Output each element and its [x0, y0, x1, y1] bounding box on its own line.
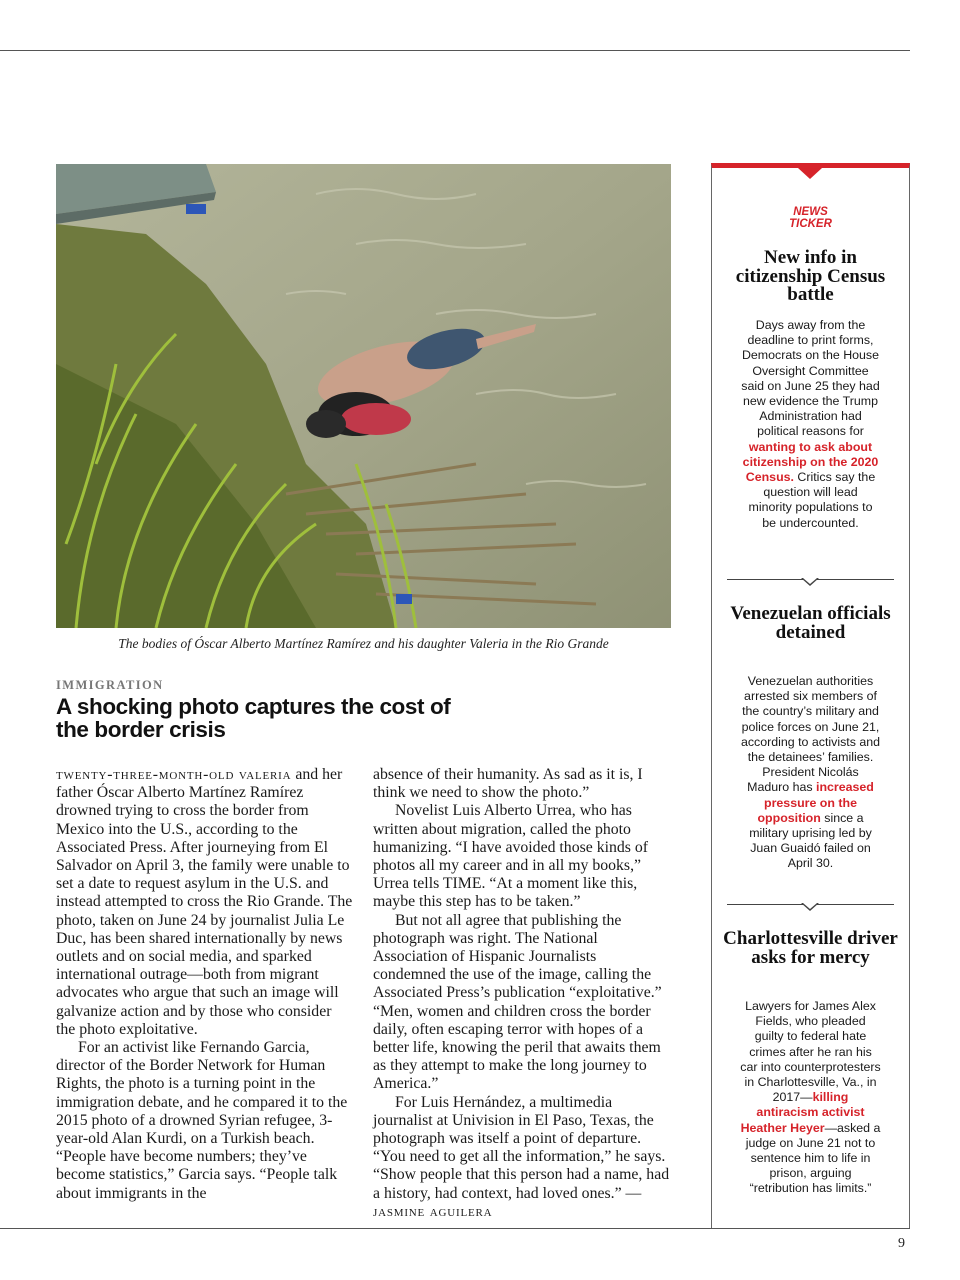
- ticker-item-headline: Charlottesville driver asks for mercy: [723, 928, 898, 968]
- body-text: Critics say the question will lead minority populations to be undercounted.: [748, 470, 876, 530]
- paragraph-text: and her father Óscar Alberto Martínez Ramírez drowned trying to cross the border from Mexico into the U.S., according to the Associated Press. After journeying from El Salvador on April 3, the family were unable to set a date to request asylum in the U.S. and instead attempted to cross the Rio Grande. The photo, taken on June 24 by journalist Julia Le Duc, has been shared internationally by news outlets and on social media, and sparked international outrage—both from migrant advocates who argue that such an image will galvanize action and by those who consider the photo exploitative.: [56, 766, 353, 1038]
- ticker-item-body: [740, 318, 881, 531]
- photo-caption: The bodies of Óscar Alberto Martínez Ramírez and his daughter Valeria in the Rio Grande: [118, 636, 609, 651]
- top-rule: [0, 50, 910, 51]
- lead-in: twenty-three-month-old valeria: [56, 766, 292, 783]
- article-column-2: [373, 766, 671, 1221]
- article-paragraph: For an activist like Fernando Garcia, director of the Border Network for Human Rights, the photo is a turning point in the immigration debate, and he compared it to the 2015 photo of a drowned Syrian refugee, 3-year-old Alan Kurdi, on a Turkish beach. “People have become numbers; they’ve become statistics,” Garcia says. “People talk about immigrants in the: [56, 1039, 348, 1202]
- article-paragraph: [56, 766, 354, 1039]
- page-number: 9: [898, 1236, 905, 1251]
- ticker-label-line: NEWS: [793, 206, 828, 218]
- ticker-item-body: [740, 674, 881, 872]
- article-paragraph: [373, 1094, 671, 1221]
- article-column-1: [56, 766, 354, 1203]
- news-ticker-label: [711, 206, 910, 230]
- highlight-link[interactable]: killing antiracism activist Heather Heyer: [740, 1090, 865, 1135]
- body-text: Days away from the deadline to print forms, Democrats on the House Oversight Committee said on June 25 they had new evidence the Trump Administration had political reasons for: [741, 318, 880, 439]
- highlight-link[interactable]: increased pressure on the opposition: [757, 780, 874, 825]
- ticker-item-body: [740, 999, 881, 1197]
- article-paragraph: But not all agree that publishing the photograph was right. The National Association of Hispanic Journalists condemned the use of the image, calling the Associated Press’s publication “exploitative.” “Men, women and children cross the border daily, often escaping terror with hopes of a better life, knowing the peril that awaits them as they attempt to make the long journey to America.”: [373, 911, 662, 1093]
- highlight-link[interactable]: wanting to ask about citizenship on the 2020 Census.: [742, 439, 879, 485]
- bottom-rule: [0, 1228, 910, 1229]
- section-kicker: IMMIGRATION: [56, 678, 164, 692]
- ticker-divider: [727, 904, 894, 916]
- body-text: —asked a judge on June 21 not to sentence him to life in prison, arguing “retribution has limits.”: [745, 1120, 881, 1196]
- ticker-item-headline: New info in citizenship Census battle: [735, 247, 886, 305]
- article-headline: A shocking photo captures the cost of the border crisis: [56, 694, 451, 742]
- body-text: Venezuelan authorities arrested six members of the country’s military and police forces on June 21, according to activists and the detainees’ families. President Nicolás Maduro has: [740, 674, 881, 795]
- byline: jasmine aguilera: [373, 1202, 493, 1220]
- sidebar-notch: [798, 168, 822, 179]
- ticker-label-line: TICKER: [789, 218, 832, 230]
- news-photo: [56, 164, 671, 628]
- body-text: since a military uprising led by Juan Guaidó failed on April 30.: [749, 810, 872, 871]
- paragraph-text: For Luis Hernández, a multimedia journalist at Univision in El Paso, Texas, the photograph was itself a point of departure. “You need to get all the information,” he says. “Show people that this person had a name, had a history, had context, had loved ones.” —: [373, 1093, 670, 1202]
- article-paragraph: absence of their humanity. As sad as it is, I think we need to show the photo.”: [373, 766, 643, 802]
- body-text: Lawyers for James Alex Fields, who pleaded guilty to federal hate crimes after he ran his car into counterprotesters in Charlottesville, Va., in 2017—: [740, 999, 881, 1105]
- article-paragraph: Novelist Luis Alberto Urrea, who has written about migration, called the photo humanizing. “I have avoided those kinds of photos all my career and in all my books,” Urrea tells TIME. “At a moment like this, maybe this step has to be taken.”: [373, 802, 649, 911]
- ticker-divider: [727, 579, 894, 591]
- ticker-item-headline: Venezuelan officials detained: [730, 603, 891, 643]
